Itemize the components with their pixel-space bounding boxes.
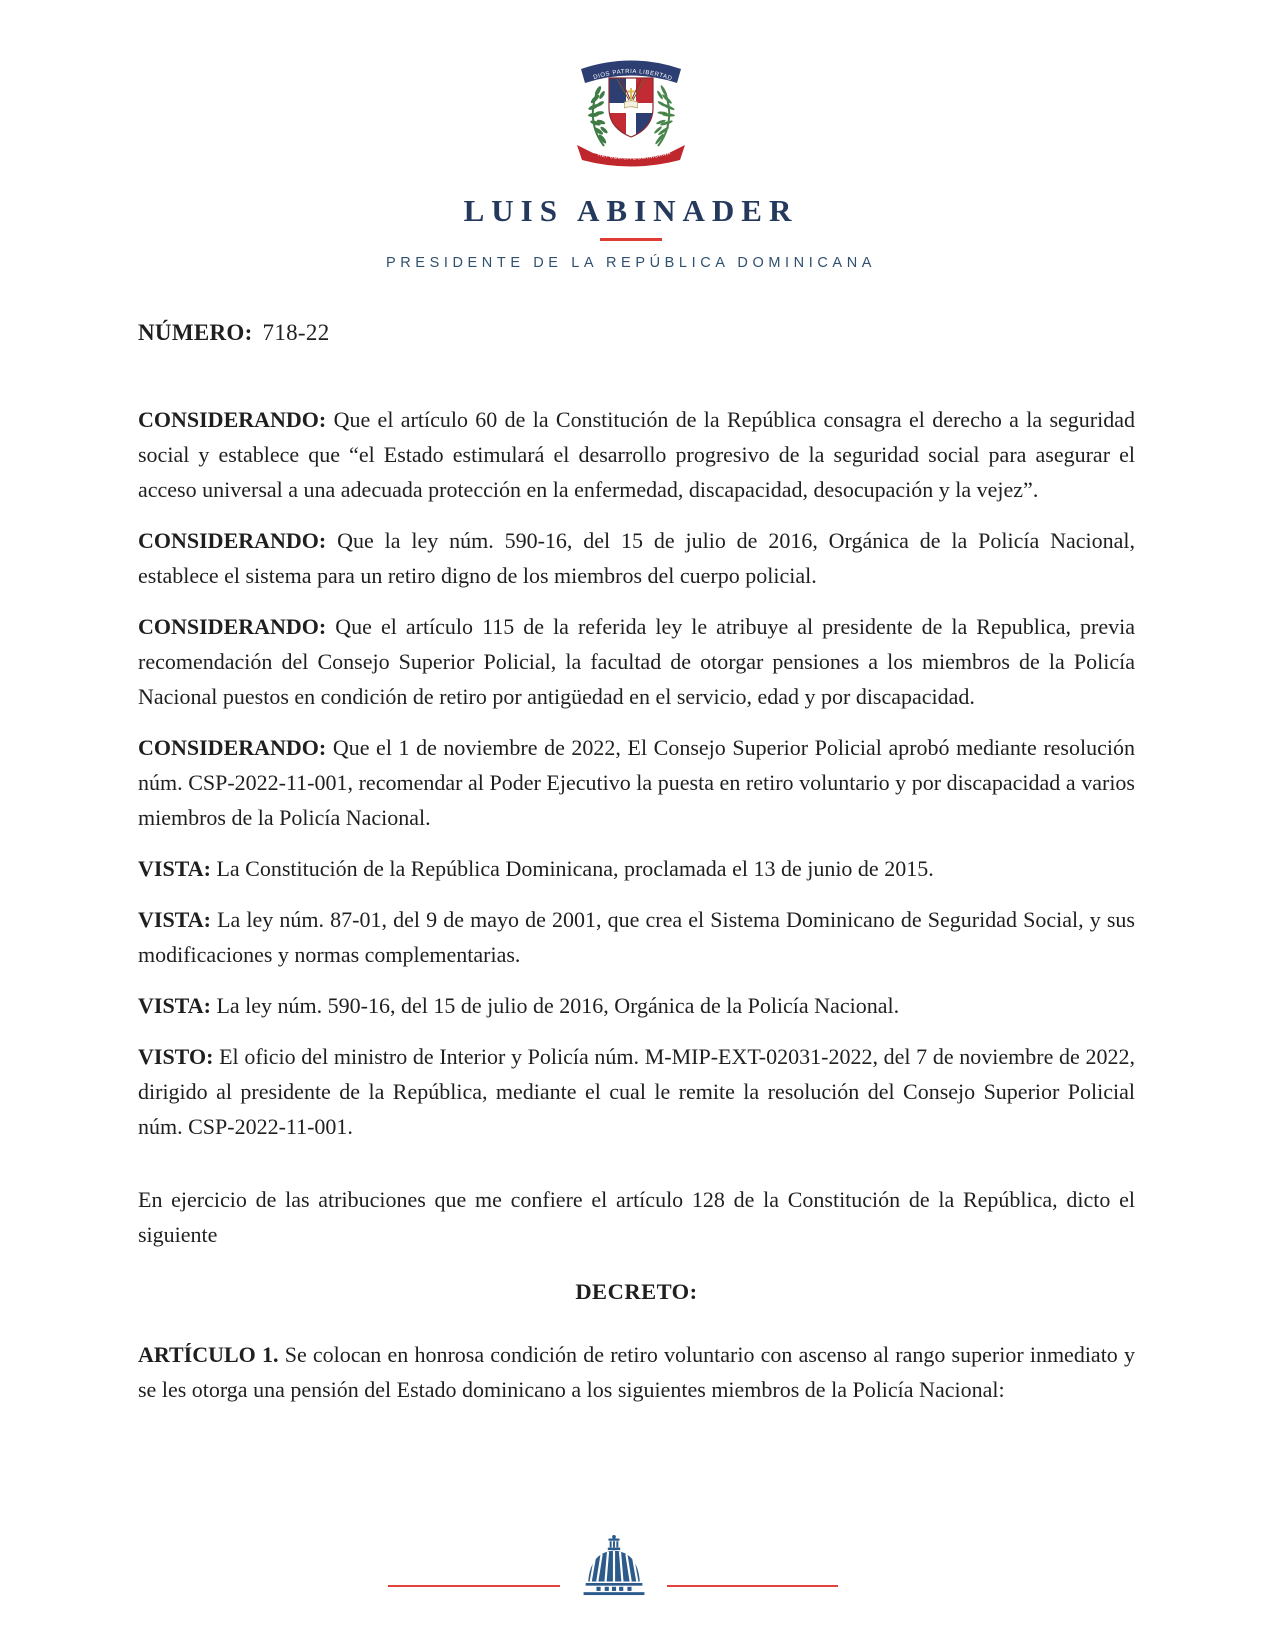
decree-number (138, 315, 1135, 350)
svg-text:DIOS PATRIA LIBERTAD: DIOS PATRIA LIBERTAD (592, 68, 674, 83)
paragraph-text: Que el artículo 115 de la referida ley le atribuye al presidente de la Republica, previa recomendación del Consejo Superior Policial, la facultad de otorgar pensiones a los miembros de la Policía Nacional puestos en condición de retiro por antigüedad en el servicio, edad y por discapacidad. (138, 614, 1135, 709)
decree-paragraph (138, 851, 1135, 886)
svg-text:REPÚBLICA DOMINICANA: REPÚBLICA DOMINICANA (597, 150, 672, 162)
paragraph-label: VISTA: (138, 856, 211, 881)
decree-number-label: NÚMERO: (138, 320, 253, 345)
palace-dome-icon (581, 1534, 647, 1600)
paragraph-label: CONSIDERANDO: (138, 528, 327, 553)
paragraph-text: El oficio del ministro de Interior y Policía núm. M-MIP-EXT-02031-2022, del 7 de noviembre de 2022, dirigido al presidente de la República, mediante el cual le remite la resolución del Consejo Superior Policial núm. CSP-2022-11-001. (138, 1044, 1135, 1139)
paragraph-label: CONSIDERANDO: (138, 735, 327, 760)
paragraph-label: CONSIDERANDO: (138, 614, 327, 639)
footer-rule-right (667, 1585, 838, 1587)
footer-rule-left (388, 1585, 560, 1587)
paragraph-text: Que el 1 de noviembre de 2022, El Consejo Superior Policial aprobó mediante resolución núm. CSP-2022-11-001, recomendar al Poder Ejecutivo la puesta en retiro voluntario y por discapacidad a varios miembros de la Policía Nacional. (138, 735, 1135, 830)
dominican-coat-of-arms-icon (550, 50, 712, 174)
paragraph-label: CONSIDERANDO: (138, 407, 327, 432)
decree-paragraph (138, 1039, 1135, 1144)
red-divider (600, 238, 662, 241)
paragraph-text: La Constitución de la República Dominicana, proclamada el 13 de junio de 2015. (210, 856, 934, 881)
decree-paragraph (138, 988, 1135, 1023)
decree-paragraph (138, 730, 1135, 835)
decree-paragraph (138, 609, 1135, 714)
paragraph-label: VISTA: (138, 993, 211, 1018)
decree-body (0, 315, 1262, 1407)
letterhead (0, 0, 1262, 271)
paragraph-text: Que la ley núm. 590-16, del 15 de julio de 2016, Orgánica de la Policía Nacional, establece el sistema para un retiro digno de los miembros del cuerpo policial. (138, 528, 1135, 588)
president-title: PRESIDENTE DE LA REPÚBLICA DOMINICANA (385, 255, 877, 271)
president-name: LUIS ABINADER (463, 193, 799, 228)
paragraph-label: VISTO: (138, 1044, 214, 1069)
article-1-paragraph (138, 1337, 1135, 1407)
paragraph-text: La ley núm. 590-16, del 15 de julio de 2016, Orgánica de la Policía Nacional. (210, 993, 900, 1018)
palm-branch (653, 85, 675, 146)
decree-paragraph (138, 523, 1135, 593)
closing-paragraph: En ejercicio de las atribuciones que me confiere el artículo 128 de la Constitución de la República, dicto el siguiente (138, 1187, 1135, 1247)
paragraph-label: VISTA: (138, 907, 211, 932)
paragraph-text: Que el artículo 60 de la Constitución de la República consagra el derecho a la seguridad social y establece que “el Estado estimulará el desarrollo progresivo de la seguridad social para asegurar el acceso universal a una adecuada protección en la enfermedad, discapacidad, desocupación y la vejez”. (138, 407, 1135, 502)
paragraph-list (138, 402, 1135, 1144)
paragraph-text: La ley núm. 87-01, del 9 de mayo de 2001, que crea el Sistema Dominicano de Seguridad Social, y sus modificaciones y normas complementarias. (138, 907, 1135, 967)
decree-paragraph (138, 902, 1135, 972)
decree-number-value: 718-22 (262, 320, 330, 345)
decree-paragraph (138, 402, 1135, 507)
article-1-label: ARTÍCULO 1. (138, 1342, 279, 1367)
decree-heading: DECRETO: (575, 1279, 698, 1304)
laurel-branch (588, 85, 609, 146)
article-1-text: Se colocan en honrosa condición de retiro voluntario con ascenso al rango superior inmediato y se les otorga una pensión del Estado dominicano a los siguientes miembros de la Policía Nacional: (138, 1342, 1135, 1402)
